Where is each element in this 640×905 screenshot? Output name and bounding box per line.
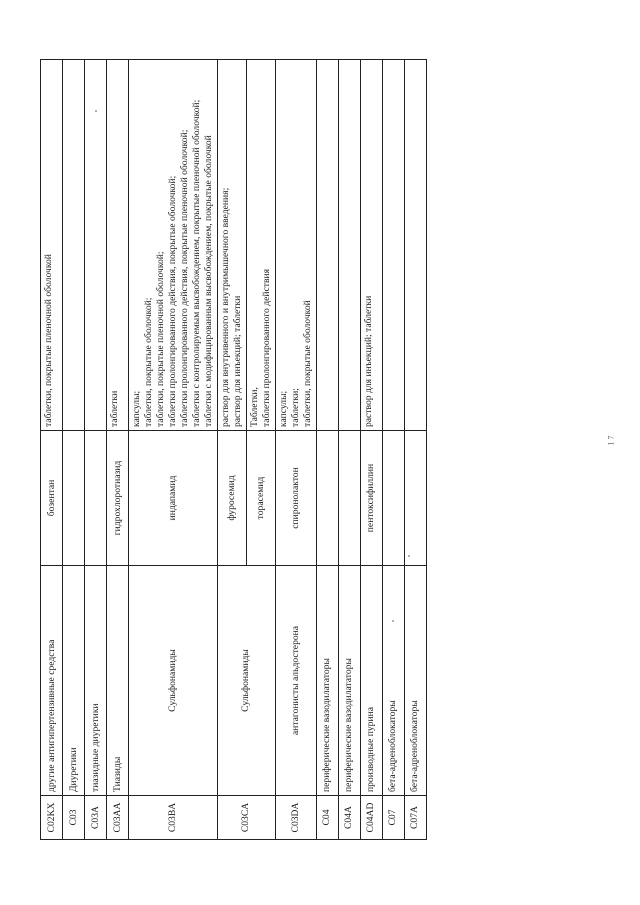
group-name-cell: Тиазиды bbox=[107, 566, 129, 796]
drug-name-cell: пентоксифиллин bbox=[360, 431, 382, 566]
drug-name-cell: торасемид bbox=[246, 431, 275, 566]
drug-table bbox=[40, 59, 427, 840]
drug-name-cell bbox=[316, 431, 338, 566]
atc-code-cell: C03CA bbox=[217, 796, 275, 840]
dosage-form: таблетки с контролируемым высвобождением, покрытые пленочной оболочкой; bbox=[190, 99, 202, 427]
table-row bbox=[63, 60, 85, 840]
drug-name-cell bbox=[338, 431, 360, 566]
table-row bbox=[85, 60, 107, 840]
dosage-forms-cell bbox=[338, 60, 360, 431]
dosage-form: таблетки пролонгированного действия bbox=[260, 268, 272, 427]
dosage-form: таблетки, покрытые пленочной оболочкой; bbox=[154, 251, 166, 427]
dosage-forms-cell bbox=[316, 60, 338, 431]
table-row bbox=[360, 60, 382, 840]
table-row bbox=[129, 60, 218, 840]
atc-code-cell: C04AD bbox=[360, 796, 382, 840]
rotated-table-sheet bbox=[40, 60, 600, 840]
dosage-form: раствор для инъекций; таблетки bbox=[231, 295, 243, 427]
dosage-forms-cell bbox=[63, 60, 85, 431]
table-row bbox=[275, 60, 316, 840]
table-row bbox=[217, 60, 246, 840]
group-name-cell: Диуретики bbox=[63, 566, 85, 796]
scan-speck bbox=[392, 620, 394, 622]
group-name-cell: антагонисты альдостерона bbox=[275, 566, 316, 796]
table-row bbox=[404, 60, 426, 840]
drug-name-cell: гидрохлоротиазид bbox=[107, 431, 129, 566]
dosage-form: таблетки, покрытые пленочной оболочкой bbox=[43, 254, 54, 427]
group-name-cell: производные пурина bbox=[360, 566, 382, 796]
atc-code-cell: C04A bbox=[338, 796, 360, 840]
dosage-form: таблетки bbox=[109, 390, 120, 427]
group-name-cell: другие антигипертензивные средства bbox=[41, 566, 63, 796]
dosage-forms-cell bbox=[85, 60, 107, 431]
scan-speck bbox=[95, 110, 97, 112]
dosage-forms-cell bbox=[275, 60, 316, 431]
dosage-forms-cell bbox=[41, 60, 63, 431]
drug-name-cell: индапамид bbox=[129, 431, 218, 566]
dosage-forms-cell bbox=[107, 60, 129, 431]
drug-name-cell: спиронолактон bbox=[275, 431, 316, 566]
dosage-form: раствор для внутривенного и внутримышечного введения; bbox=[219, 187, 231, 427]
dosage-form: капсулы; bbox=[131, 390, 142, 427]
dosage-form: таблетки пролонгированного действия, покрытые пленочной оболочкой; bbox=[178, 129, 190, 427]
dosage-form: таблетки пролонгированного действия, покрытые оболочкой; bbox=[166, 175, 178, 427]
drug-name-cell: бозентан bbox=[41, 431, 63, 566]
dosage-forms-cell bbox=[404, 60, 426, 431]
table-row bbox=[382, 60, 404, 840]
atc-code-cell: C03BA bbox=[129, 796, 218, 840]
dosage-form: таблетки, покрытые оболочкой; bbox=[142, 297, 154, 427]
dosage-forms-cell bbox=[246, 60, 275, 431]
dosage-form: капсулы; bbox=[277, 390, 289, 427]
drug-name-cell bbox=[382, 431, 404, 566]
dosage-form: таблетки, покрытые оболочкой bbox=[301, 300, 313, 427]
atc-code-cell: C03A bbox=[85, 796, 107, 840]
atc-code-cell: C03DA bbox=[275, 796, 316, 840]
atc-code-cell: C07A bbox=[404, 796, 426, 840]
group-name-cell: тиазидные диуретики bbox=[85, 566, 107, 796]
group-name-cell: бета-адреноблокаторы bbox=[382, 566, 404, 796]
drug-name-cell: фуросемид bbox=[217, 431, 246, 566]
group-name-cell: периферические вазодилататоры bbox=[338, 566, 360, 796]
drug-name-cell bbox=[63, 431, 85, 566]
dosage-form: таблетки; bbox=[289, 388, 301, 427]
scan-speck bbox=[408, 555, 410, 557]
table-row bbox=[316, 60, 338, 840]
group-name-cell: периферические вазодилататоры bbox=[316, 566, 338, 796]
table-row bbox=[338, 60, 360, 840]
drug-name-cell bbox=[85, 431, 107, 566]
group-name-cell: бета-адреноблокаторы bbox=[404, 566, 426, 796]
atc-code-cell: C03 bbox=[63, 796, 85, 840]
table-row bbox=[107, 60, 129, 840]
dosage-form: Таблетки, bbox=[248, 387, 260, 427]
group-name-cell: Сульфонамиды bbox=[217, 566, 275, 796]
atc-code-cell: C07 bbox=[382, 796, 404, 840]
table-row bbox=[41, 60, 63, 840]
dosage-forms-cell bbox=[360, 60, 382, 431]
dosage-forms-cell bbox=[129, 60, 218, 431]
dosage-forms-cell bbox=[382, 60, 404, 431]
atc-code-cell: C03AA bbox=[107, 796, 129, 840]
atc-code-cell: C02KX bbox=[41, 796, 63, 840]
atc-code-cell: C04 bbox=[316, 796, 338, 840]
group-name-cell: Сульфонамиды bbox=[129, 566, 218, 796]
dosage-forms-cell bbox=[217, 60, 246, 431]
page-number: 1 7 bbox=[606, 435, 616, 446]
dosage-form: таблетки с модифицированным высвобождением, покрытые оболочкой bbox=[202, 135, 214, 427]
dosage-form: раствор для инъекций; таблетки bbox=[362, 295, 374, 427]
drug-name-cell bbox=[404, 431, 426, 566]
